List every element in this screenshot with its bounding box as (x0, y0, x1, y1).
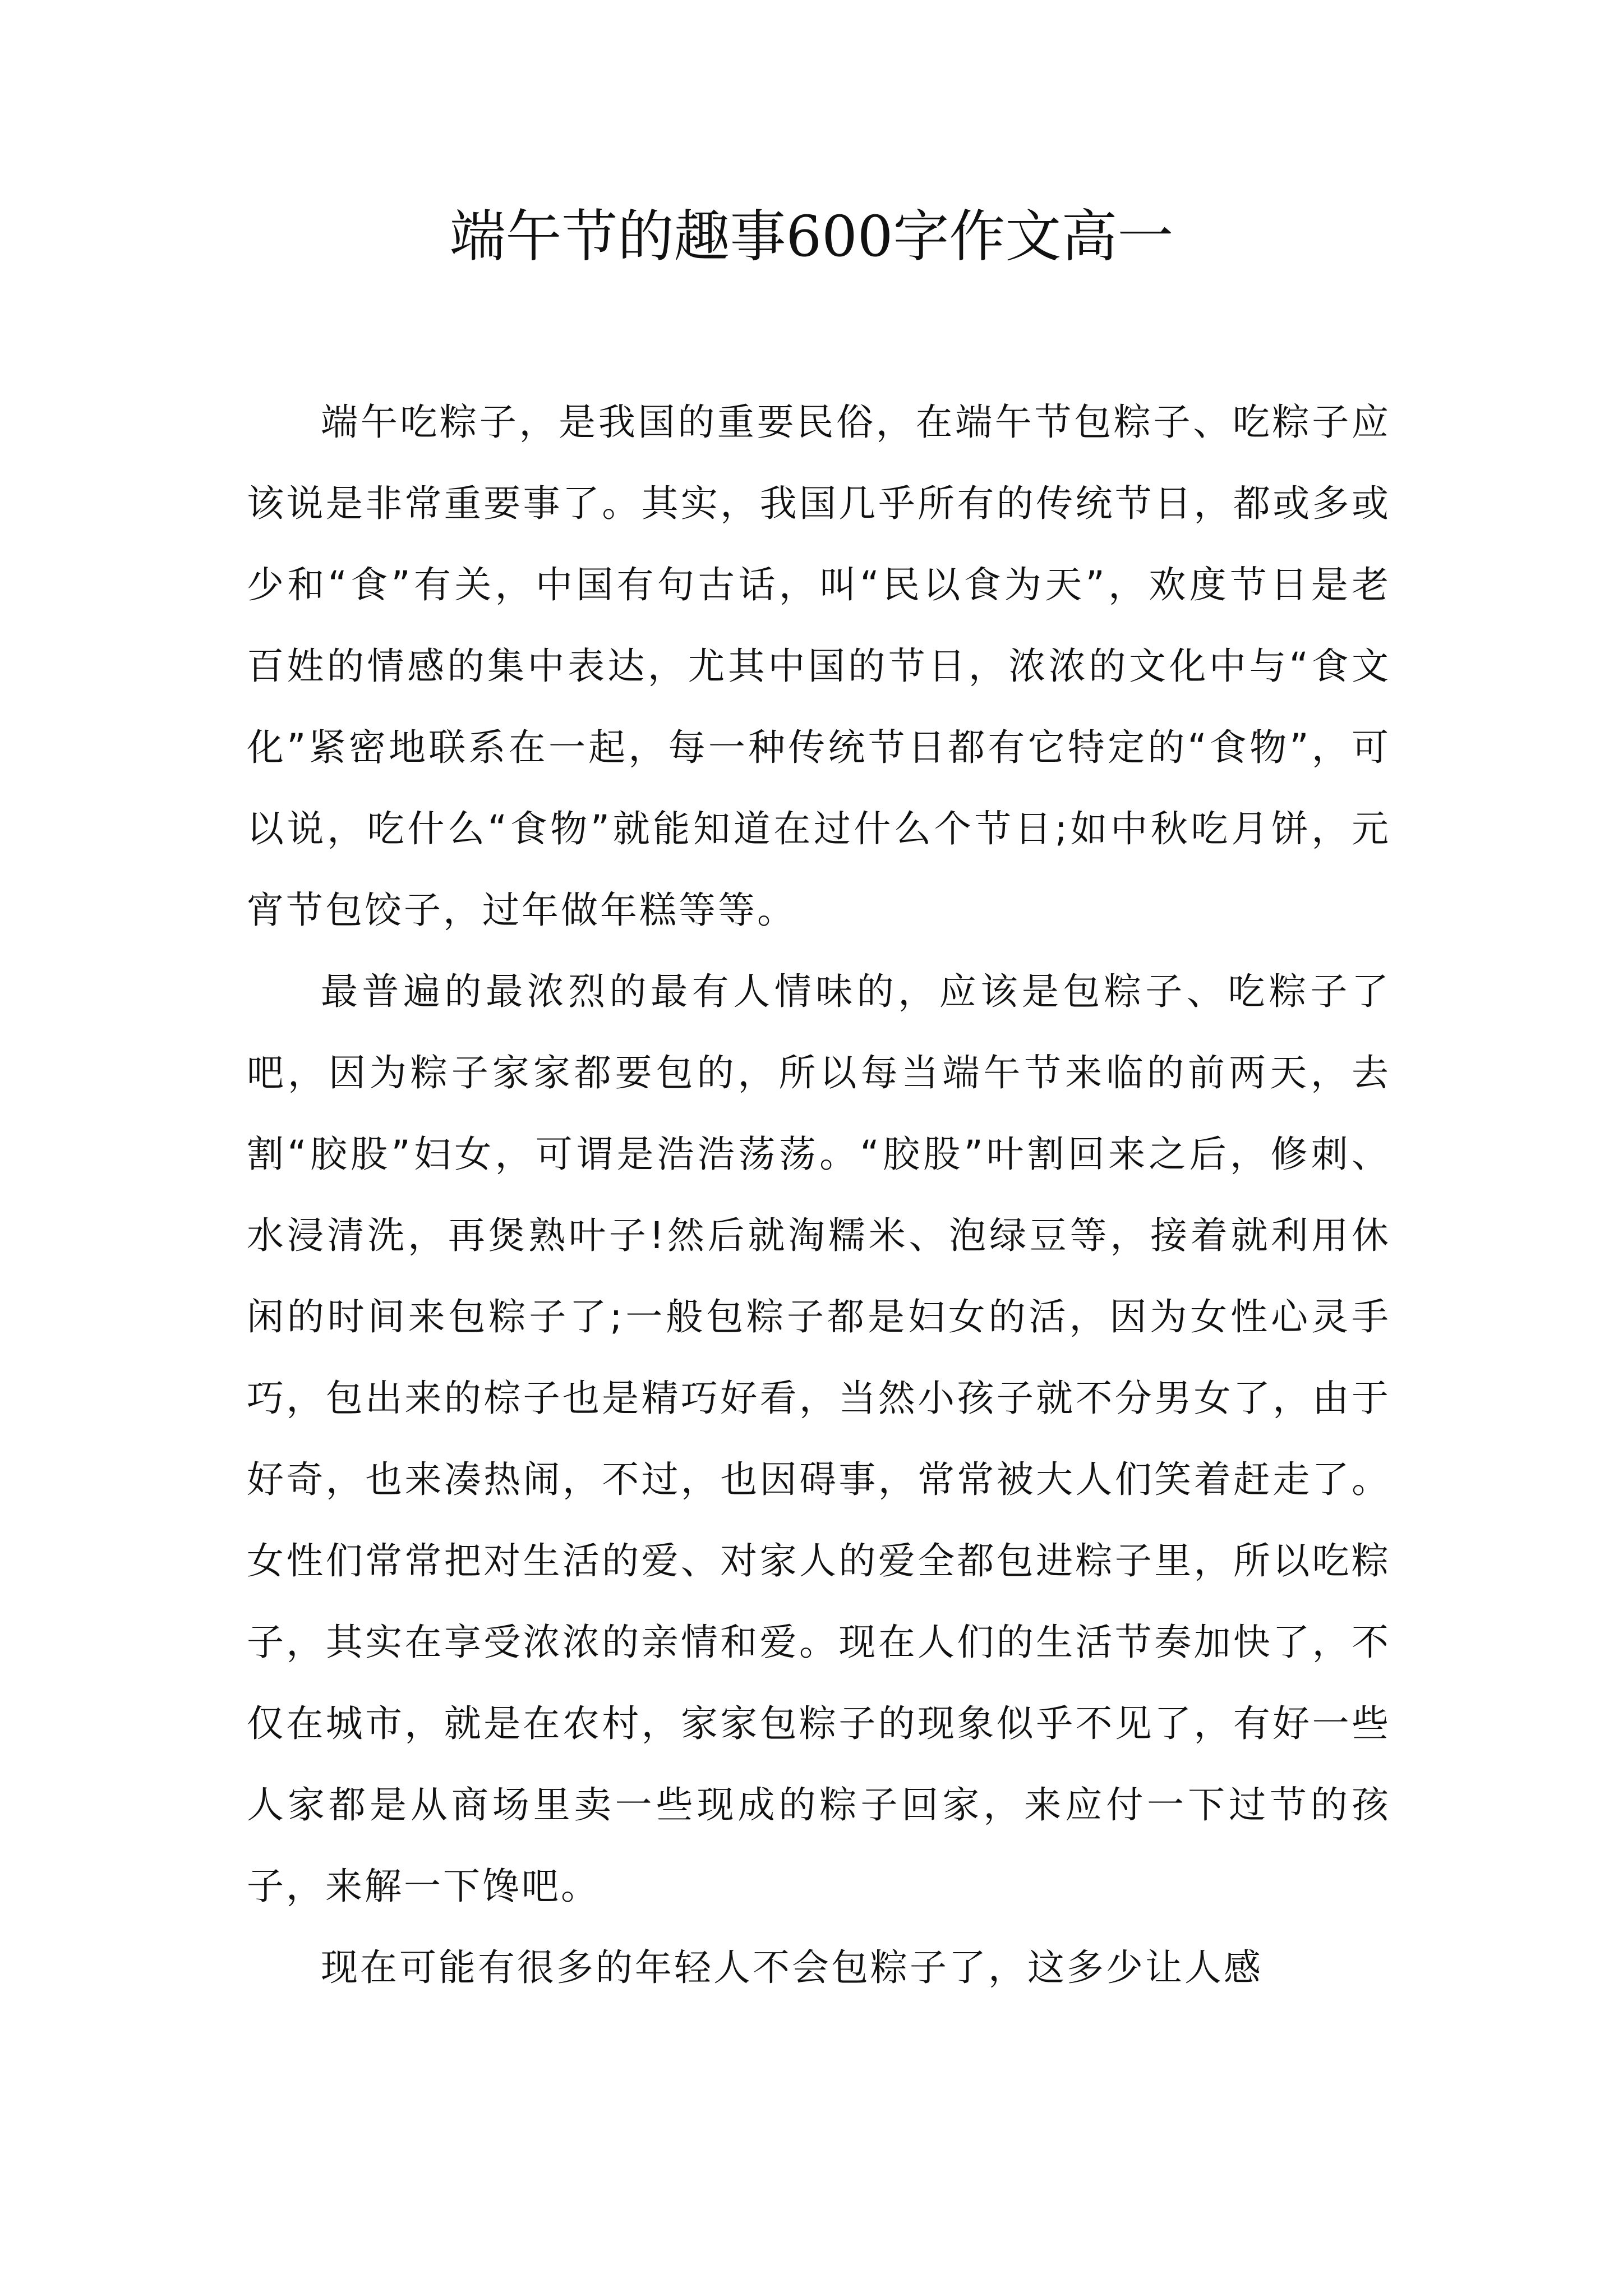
paragraph-1: 端午吃粽子，是我国的重要民俗，在端午节包粽子、吃粽子应该说是非常重要事了。其实，我国几乎所有的传统节日，都或多或少和“食”有关，中国有句古话，叫“民以食为天”，欢度节日是老百姓的情感的集中表达，尤其中国的节日，浓浓的文化中与“食文化”紧密地联系在一起，每一种传统节日都有它特定的“食物”，可以说，吃什么“食物”就能知道在过什么个节日;如中秋吃月饼，元宵节包饺子，过年做年糕等等。 (247, 401, 1391, 932)
paragraph-3: 现在可能有很多的年轻人不会包粽子了，这多少让人感 (321, 1946, 1263, 1989)
paragraph-2: 最普遍的最浓烈的最有人情味的，应该是包粽子、吃粽子了吧，因为粽子家家都要包的，所以每当端午节来临的前两天，去割“胶股”妇女，可谓是浩浩荡荡。“胶股”叶割回来之后，修刺、水浸清洗，再煲熟叶子!然后就淘糯米、泡绿豆等，接着就利用休闲的时间来包粽子了;一般包粽子都是妇女的活，因为女性心灵手巧，包出来的棕子也是精巧好看，当然小孩子就不分男女了，由于好奇，也来凑热闹，不过，也因碍事，常常被大人们笑着赶走了。女性们常常把对生活的爱、对家人的爱全都包进粽子里，所以吃粽子，其实在享受浓浓的亲情和爱。现在人们的生活节奏加快了，不仅在城市，就是在农村，家家包粽子的现象似乎不见了，有好一些人家都是从商场里卖一些现成的粽子回家，来应付一下过节的孩子，来解一下馋吧。 (247, 970, 1391, 1908)
document-title: 端午节的趣事600字作文高一 (449, 204, 1174, 269)
document-body (247, 381, 1391, 2008)
